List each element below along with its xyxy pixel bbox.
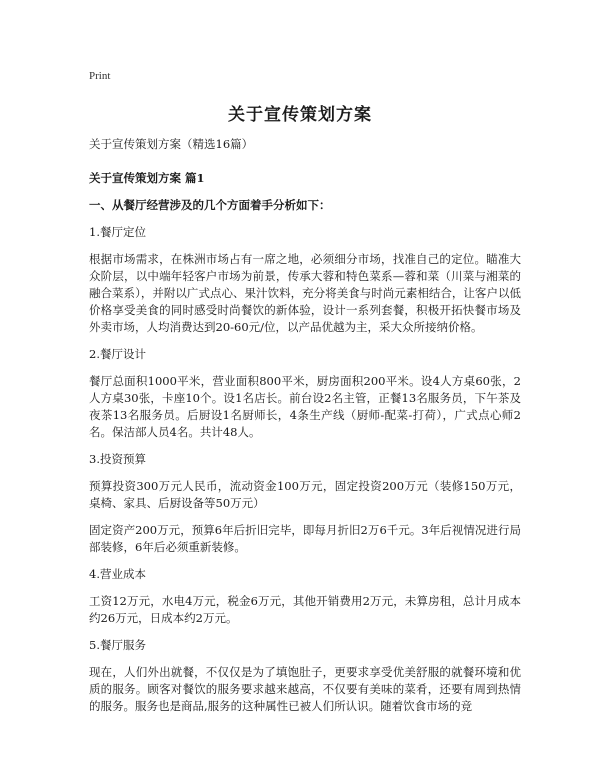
section-1-heading: 1.餐厅定位 xyxy=(89,225,146,239)
document-subtitle: 关于宣传策划方案（精选16篇） xyxy=(89,137,254,151)
section-4-paragraph-1: 工资12万元，水电4万元，税金6万元，其他开销费用2万元，未算房租，总计月成本约26万元，日成本约2万元。 xyxy=(89,594,521,625)
print-label: Print xyxy=(89,70,111,82)
section-4-heading: 4.营业成本 xyxy=(89,567,146,581)
document-body xyxy=(89,136,521,715)
section-2-paragraph-1: 餐厅总面积1000平米，营业面积800平米，厨房面积200平米。设4人方桌60张，2人方桌30张，卡座10个。设1名店长。前台设2名主管，正餐13名服务员，下午茶及夜茶13名服务员。后厨设1名厨师长，4条生产线（厨师-配菜-打荷），广式点心师2名。保洁部人员4名。共计48人。 xyxy=(89,374,521,439)
section-heading: 一、从餐厅经营涉及的几个方面着手分析如下： xyxy=(89,198,331,212)
article-heading: 关于宣传策划方案 篇1 xyxy=(89,171,205,185)
section-2-heading: 2.餐厅设计 xyxy=(89,347,146,361)
document-title: 关于宣传策划方案 xyxy=(228,105,372,125)
section-3-paragraph-1: 预算投资300万元人民币，流动资金100万元，固定投资200万元（装修150万元，桌椅、家具、后厨设备等50万元） xyxy=(89,479,521,510)
section-3-paragraph-2: 固定资产200万元，预算6年后折旧完毕，即每月折旧2万6千元。3年后视情况进行局部装修，6年后必须重新装修。 xyxy=(89,523,521,554)
section-1-paragraph-1: 根据市场需求，在株洲市场占有一席之地，必须细分市场，找准自己的定位。瞄准大众阶层，以中端年轻客户市场为前景，传承大蓉和特色菜系—蓉和菜（川菜与湘菜的融合菜系），并附以广式点心、果汁饮料，充分将美食与时尚元素相结合，让客户以低价格享受美食的同时感受时尚餐饮的新体验，设计一系列套餐，积极开拓快餐市场及外卖市场，人均消费达到20-60元/位，以产品优越为主，采大众所接纳价格。 xyxy=(89,252,521,334)
section-5-heading: 5.餐厅服务 xyxy=(89,638,146,652)
section-3-heading: 3.投资预算 xyxy=(89,452,146,466)
section-5-paragraph-1: 现在，人们外出就餐，不仅仅是为了填饱肚子，更要求享受优美舒服的就餐环境和优质的服务。顾客对餐饮的服务要求越来越高，不仅要有美味的菜肴，还要有周到热情的服务。服务也是商品,服务的这种属性已被人们所认识。随着饮食市场的竞 xyxy=(89,665,521,713)
